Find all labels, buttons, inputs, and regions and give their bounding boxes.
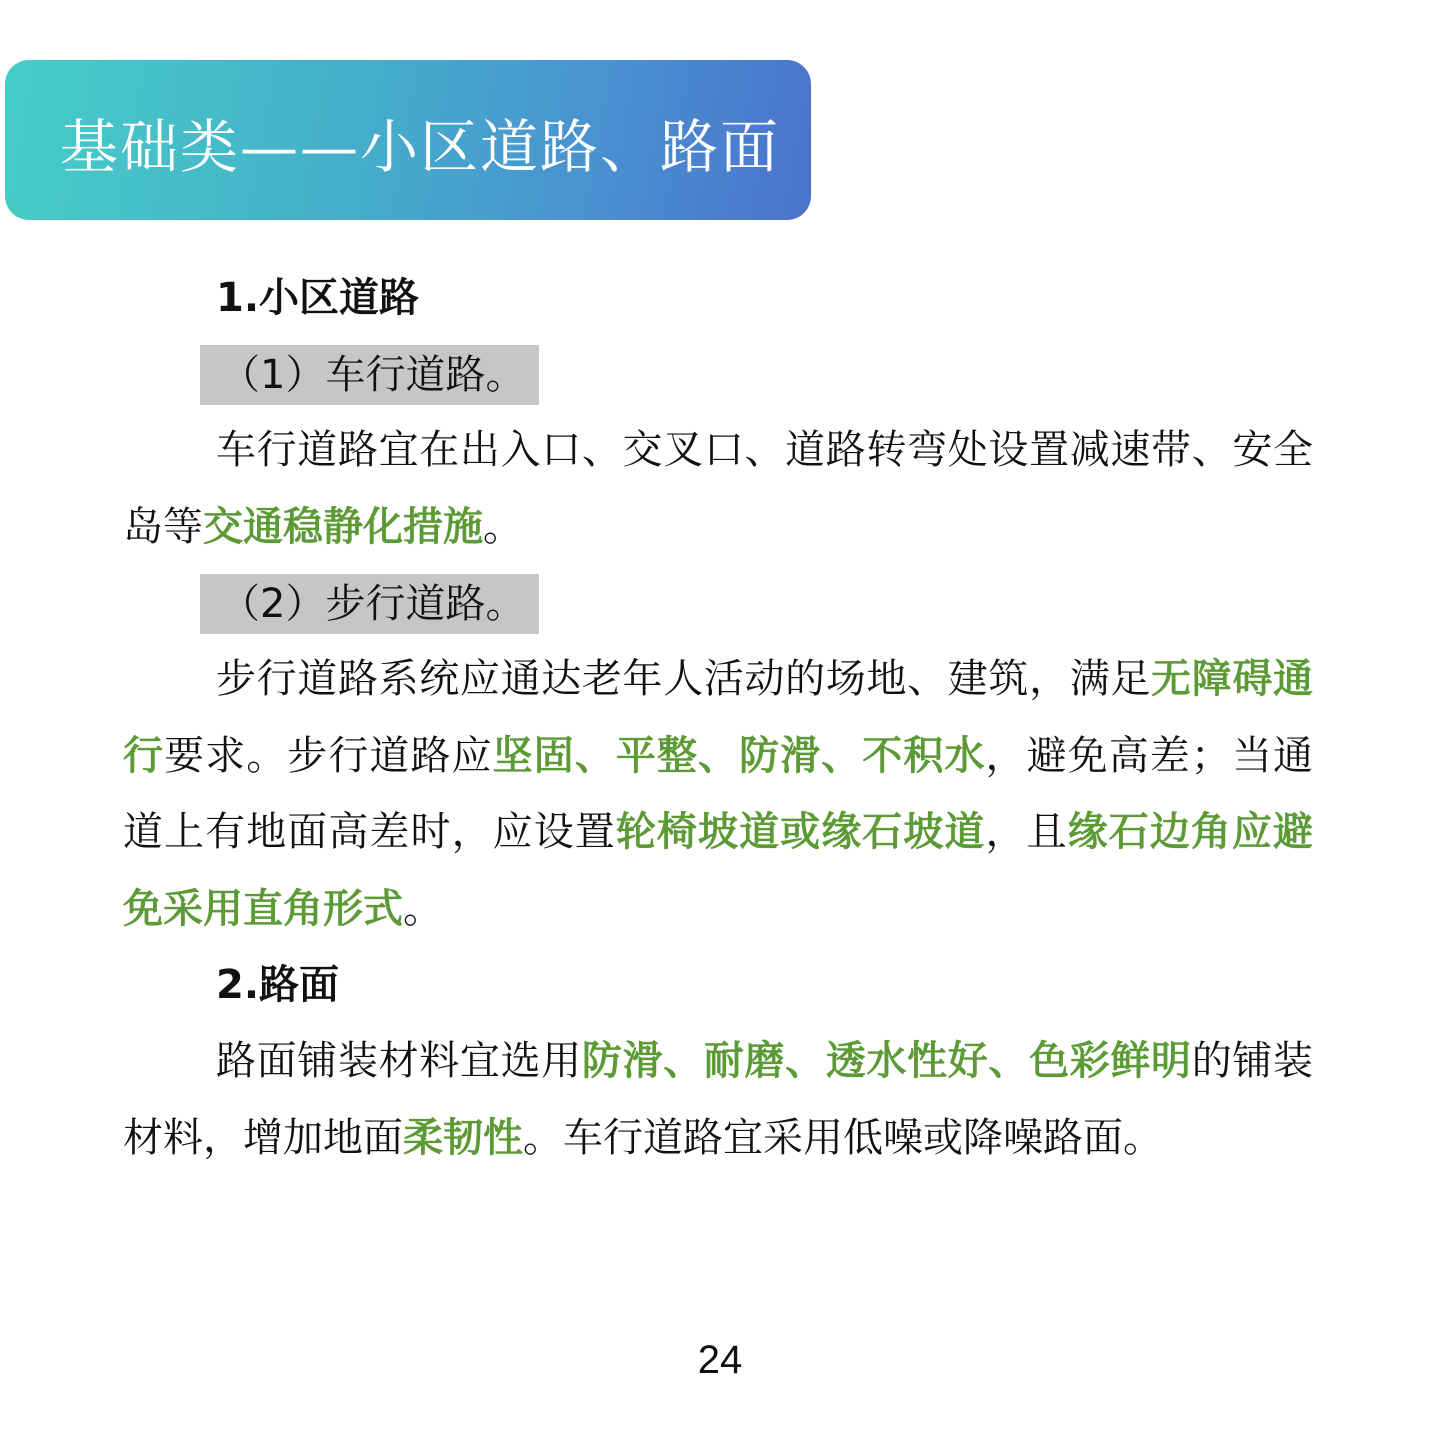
- body-text: ，避免高差；当通道上有地面高差时，应设置: [123, 732, 1314, 855]
- body-text: 路面铺装材料宜选用: [216, 1038, 582, 1084]
- section-heading-pavement: 2.路面: [216, 962, 340, 1008]
- highlighted-text: 轮椅坡道或缘石坡道: [615, 809, 986, 855]
- highlighted-text: 无障碍通行: [123, 656, 1314, 779]
- page-content: [123, 260, 1313, 1176]
- body-text: 的铺装材料，增加地面: [123, 1038, 1314, 1161]
- body-text: ，且: [985, 809, 1068, 855]
- highlighted-text: 交通稳静化措施: [203, 503, 483, 550]
- highlighted-text: 坚固、平整、防滑、不积水: [492, 732, 986, 779]
- body-text: 步行道路系统应通达老年人活动的场地、建筑，满足: [216, 656, 1152, 702]
- body-text: 。: [483, 503, 523, 550]
- highlighted-text: 防滑、耐磨、透水性好、色彩鲜明: [581, 1038, 1192, 1084]
- paragraph-pavement: [123, 1023, 1313, 1176]
- body-text: 要求。步行道路应: [164, 732, 493, 779]
- page-number: 24: [697, 1338, 743, 1382]
- section-heading-community-roads: 1.小区道路: [216, 275, 420, 321]
- subsection-pedestrian-roads-heading-row: [123, 565, 1313, 641]
- body-text: 。: [403, 885, 443, 932]
- title-banner: [5, 60, 811, 220]
- subsection-heading-pedestrian-roads: （2）步行道路。: [200, 574, 539, 634]
- paragraph-pedestrian-roads: [123, 641, 1313, 947]
- paragraph-vehicle-roads: [123, 412, 1313, 565]
- body-text: 车行道路宜在出入口、交叉口、道路转弯处设置减速带、安全岛等: [123, 427, 1313, 550]
- subsection-heading-vehicle-roads: （1）车行道路。: [200, 345, 539, 405]
- banner-title: 基础类——小区道路、路面: [60, 113, 781, 181]
- subsection-vehicle-roads-heading-row: [123, 336, 1313, 412]
- highlighted-text: 柔韧性: [403, 1114, 523, 1161]
- highlighted-text: 缘石边角应避免采用直角形式: [123, 809, 1314, 932]
- body-text: 。车行道路宜采用低噪或降噪路面。: [523, 1114, 1163, 1161]
